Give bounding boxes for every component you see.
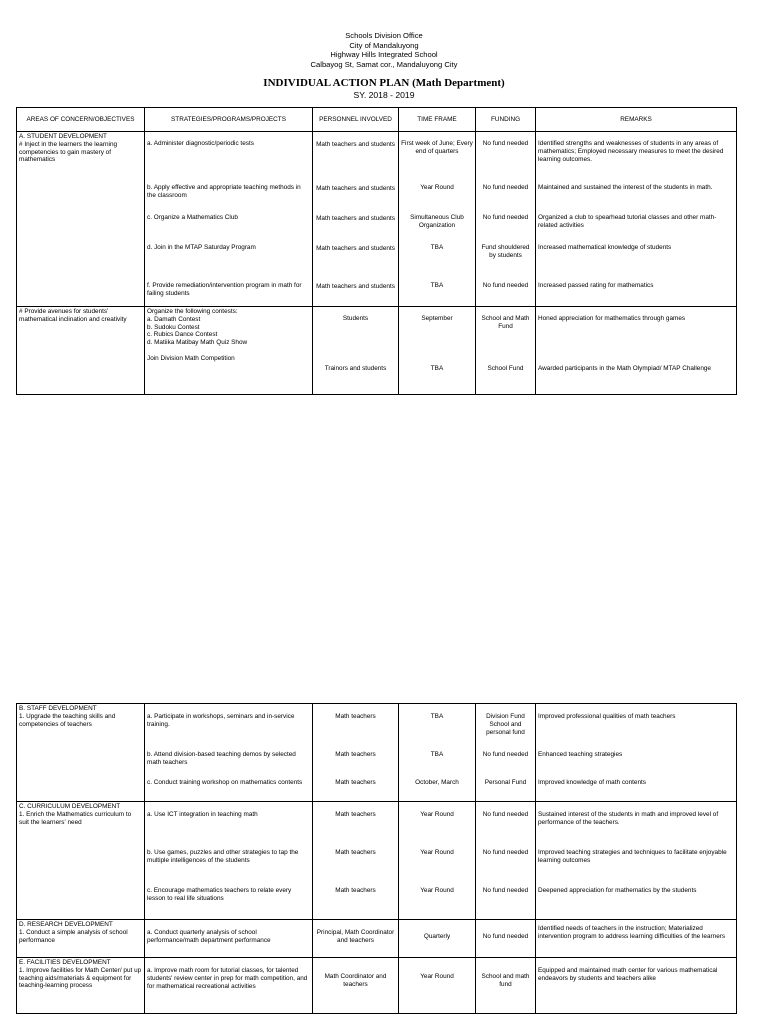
remarks-item: Increased mathematical knowledge of students (538, 244, 672, 251)
strategy-item: b. Apply effective and appropriate teaching methods in the classroom (147, 184, 301, 199)
time-cell (399, 802, 476, 920)
time-cell (399, 132, 476, 307)
funding-cell (476, 307, 536, 395)
objective-cell (17, 920, 145, 958)
personnel-cell (313, 704, 399, 802)
remarks-item: Sustained interest of the students in math and improved level of performance of the teachers. (538, 811, 719, 826)
remarks-item: Honed appreciation for mathematics through games (538, 315, 686, 322)
funding-item: No fund needed (482, 933, 529, 940)
personnel-item: Math Coordinator and teachers (324, 973, 387, 988)
contest-item: b. Sudoku Contest (147, 323, 200, 331)
col-header-funding: FUNDING (476, 108, 536, 132)
objective-text: 1. Upgrade the teaching skills and competencies of teachers (19, 712, 116, 728)
time-item: TBA (430, 365, 444, 372)
strategy-cell (145, 307, 313, 395)
personnel-item: Principal, Math Coordinator and teachers (316, 929, 395, 944)
strategy-item: b. Use games, puzzles and other strategies to tap the multiple intelligences of the students (147, 849, 299, 864)
strategy-cell (145, 958, 313, 1014)
strategy-item: c. Conduct training workshop on mathematics contents (147, 779, 303, 786)
remarks-item: Awarded participants in the Math Olympiad/ MTAP Challenge (538, 365, 711, 372)
personnel-item: Math teachers and students (316, 283, 395, 290)
table-row (17, 307, 737, 395)
strategy-item: a. Participate in workshops, seminars and in-service training. (147, 713, 295, 728)
remarks-item: Deepened appreciation for mathematics by the students (538, 887, 697, 894)
funding-item: No fund needed (482, 282, 529, 289)
col-header-time-frame: TIME FRAME (399, 108, 476, 132)
personnel-item: Math teachers and students (316, 215, 395, 222)
objective-cell (17, 802, 145, 920)
remarks-item: Improved knowledge of math contents (538, 779, 646, 786)
remarks-cell (536, 920, 737, 958)
funding-item: No fund needed (482, 849, 529, 856)
section-heading: A. STUDENT DEVELOPMENT (19, 133, 107, 140)
time-item: Year Round (420, 184, 454, 191)
address-line: Calbayog St, Samat cor., Mandaluyong City (310, 59, 458, 69)
section-heading: E. FACILITIES DEVELOPMENT (19, 959, 111, 966)
objective-cell (17, 704, 145, 802)
city-line: City of Mandaluyong (349, 40, 419, 50)
col-header-areas: AREAS OF CONCERN/OBJECTIVES (17, 108, 145, 132)
time-item: TBA (430, 751, 444, 758)
office-line: Schools Division Office (345, 31, 423, 40)
personnel-item: Math teachers (335, 811, 376, 818)
strategy-item: a. Use ICT integration in teaching math (147, 811, 258, 818)
funding-item: School Fund (487, 365, 524, 372)
funding-item: No fund needed (482, 811, 529, 818)
contest-item: d. Matiika Matibay Math Quiz Show (147, 339, 248, 347)
personnel-cell (313, 958, 399, 1014)
school-line: Highway Hills Integrated School (330, 50, 438, 59)
table-row (17, 920, 737, 958)
time-item: Year Round (420, 887, 454, 894)
funding-cell (476, 958, 536, 1014)
remarks-cell (536, 802, 737, 920)
personnel-item: Math teachers (335, 849, 376, 856)
strategy-cell (145, 920, 313, 958)
section-heading: C. CURRICULUM DEVELOPMENT (19, 803, 121, 810)
time-item: Simultaneous Club Organization (410, 214, 464, 229)
funding-item: No fund needed (482, 184, 529, 191)
funding-item: No fund needed (482, 214, 529, 221)
personnel-cell (313, 920, 399, 958)
strategy-item: Join Division Math Competition (147, 355, 235, 363)
strategy-item: f. Provide remediation/intervention program in math for failing students (147, 282, 302, 297)
objective-text: 1. Conduct a simple analysis of school performance (19, 928, 128, 944)
time-item: First week of June; Every end of quarters (401, 140, 473, 155)
strategy-item: c. Encourage mathematics teachers to relate every lesson to real life situations (147, 887, 292, 902)
remarks-item: Maintained and sustained the interest of the students in math. (538, 184, 713, 191)
document-title: INDIVIDUAL ACTION PLAN (Math Department) (263, 77, 505, 89)
funding-item: Fund shouldered by students (481, 244, 530, 259)
time-item: TBA (430, 244, 444, 251)
remarks-item: Increased passed rating for mathematics (538, 282, 654, 289)
objective-text: # Provide avenues for students' mathematical inclination and creativity (19, 308, 127, 323)
table-header-row (17, 108, 737, 132)
personnel-item: Math teachers (335, 713, 376, 720)
time-item: Year Round (420, 849, 454, 856)
objective-text: 1. Enrich the Mathematics curriculum to suit the learners' need (19, 810, 132, 826)
strategy-item: a. Conduct quarterly analysis of school performance/math department performance (147, 929, 271, 944)
document-header (0, 31, 768, 69)
table-row (17, 958, 737, 1014)
table-row (17, 802, 737, 920)
strategy-cell (145, 704, 313, 802)
strategy-cell (145, 802, 313, 920)
strategy-item: c. Organize a Mathematics Club (147, 214, 238, 221)
funding-item: Division Fund School and personal fund (486, 713, 525, 736)
time-item: TBA (430, 713, 444, 720)
table-row (17, 704, 737, 802)
objective-text: 1. Improve facilities for Math Center/ put up teaching aids/materials & equipment for teaching-learning process (19, 966, 142, 990)
time-cell (399, 958, 476, 1014)
funding-item: No fund needed (482, 887, 529, 894)
personnel-item: Students (342, 315, 369, 322)
remarks-item: Enhanced teaching strategies (538, 751, 623, 758)
remarks-cell (536, 132, 737, 307)
time-item: TBA (430, 282, 444, 289)
action-plan-table-1 (16, 107, 737, 395)
personnel-item: Math teachers (335, 887, 376, 894)
contest-item: a. Damath Contest (147, 315, 201, 323)
remarks-item: Improved teaching strategies and techniques to facilitate enjoyable learning outcomes (538, 849, 727, 864)
personnel-item: Math teachers and students (316, 245, 395, 252)
col-header-personnel: PERSONNEL INVOLVED (313, 108, 399, 132)
remarks-item: Identified strengths and weaknesses of students in any areas of mathematics; Employed necessary measures to meet the desired learning outcomes. (538, 140, 724, 163)
time-item: Quarterly (423, 933, 451, 940)
objective-cell (17, 132, 145, 307)
strategy-item: b. Attend division-based teaching demos by selected math teachers (147, 751, 296, 766)
remarks-cell (536, 307, 737, 395)
time-cell (399, 704, 476, 802)
time-item: September (421, 315, 453, 322)
contest-item: c. Rubics Dance Contest (147, 331, 218, 339)
funding-item: Personal Fund (484, 779, 527, 786)
strategy-cell (145, 132, 313, 307)
time-item: Year Round (420, 973, 454, 980)
col-header-strategies: STRATEGIES/PROGRAMS/PROJECTS (145, 108, 313, 132)
time-item: October, March (415, 779, 459, 786)
funding-cell (476, 704, 536, 802)
school-year: SY. 2018 - 2019 (353, 90, 415, 100)
remarks-item: Identified needs of teachers in the instruction; Materialized intervention program to address learning difficulties of the learners (538, 925, 726, 940)
action-plan-table-2 (16, 703, 737, 1014)
personnel-item: Math teachers (335, 779, 376, 786)
objective-cell (17, 958, 145, 1014)
funding-cell (476, 920, 536, 958)
time-cell (399, 920, 476, 958)
remarks-item: Organized a club to spearhead tutorial classes and other math-related activities (538, 214, 717, 229)
time-item: Year Round (420, 811, 454, 818)
funding-cell (476, 132, 536, 307)
funding-item: No fund needed (482, 140, 529, 147)
section-heading: B. STAFF DEVELOPMENT (19, 705, 97, 712)
remarks-cell (536, 958, 737, 1014)
personnel-cell (313, 132, 399, 307)
table-row (17, 132, 737, 307)
section-heading: D. RESEARCH DEVELOPMENT (19, 921, 113, 928)
funding-item: No fund needed (482, 751, 529, 758)
strategy-item: d. Join in the MTAP Saturday Program (147, 244, 256, 251)
contest-intro: Organize the following contests: (147, 308, 238, 315)
personnel-cell (313, 307, 399, 395)
personnel-item: Math teachers (335, 751, 376, 758)
col-header-remarks: REMARKS (536, 108, 737, 132)
strategy-item: a. Administer diagnostic/periodic tests (147, 140, 254, 147)
personnel-item: Math teachers and students (316, 141, 395, 148)
remarks-cell (536, 704, 737, 802)
remarks-item: Improved professional qualities of math teachers (538, 713, 676, 720)
remarks-item: Equipped and maintained math center for various mathematical endeavors by students and teachers alike (538, 967, 718, 982)
personnel-item: Math teachers and students (316, 185, 395, 192)
personnel-item: Trainors and students (324, 365, 387, 372)
funding-item: School and math fund (481, 973, 530, 988)
objective-text: # Inject in the learners the learning competencies to gain mastery of mathematics (19, 140, 118, 164)
personnel-cell (313, 802, 399, 920)
time-cell (399, 307, 476, 395)
funding-cell (476, 802, 536, 920)
objective-cell (17, 307, 145, 395)
funding-item: School and Math Fund (481, 315, 530, 330)
strategy-item: a. Improve math room for tutorial classes, for talented students' review center in prep for math competition, and for mathematical recreational activities (147, 967, 308, 990)
